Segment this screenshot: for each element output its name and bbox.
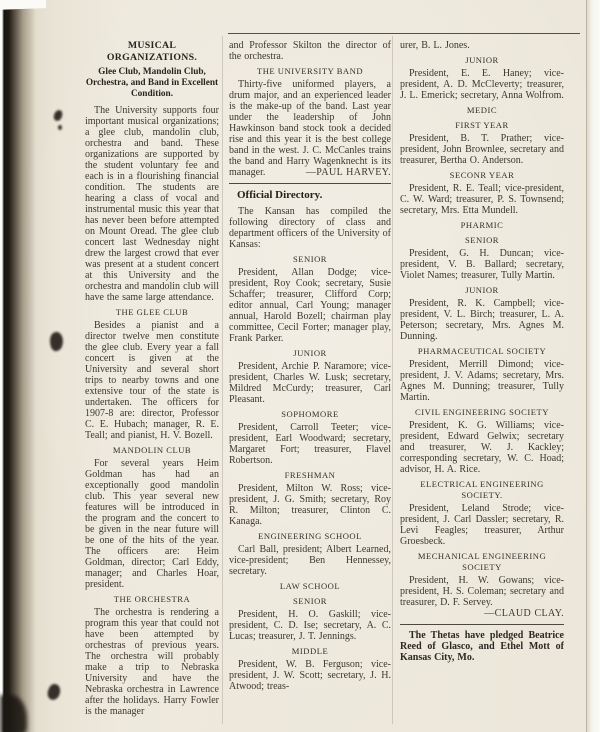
section-heading: [400, 105, 564, 116]
text-content: CIVIL ENGINEERING SOCIETY: [415, 407, 549, 417]
paragraph: [85, 320, 219, 441]
section-heading: [229, 470, 391, 481]
section-heading: [400, 407, 564, 418]
paragraph: [400, 503, 564, 547]
text-content: President, H. W. Gowans; vice-president, H. S. Coleman; secretary and treasurer, D. F. Servey.: [400, 575, 564, 608]
section-heading: [229, 646, 391, 657]
text-content: FRESHMAN: [284, 470, 336, 480]
paragraph: [229, 544, 391, 577]
paragraph: [229, 40, 391, 62]
paragraph: [400, 68, 564, 101]
text-content: MEDIC: [466, 105, 498, 115]
text-content: SENIOR: [292, 596, 328, 606]
text-content: SENIOR: [464, 235, 500, 245]
ink-blot: [58, 125, 62, 130]
text-content: President, R. K. Campbell; vice-president, V. L. Birch; treasurer, L. A. Peterson; secretary, Mrs. Agnes M. Dunning.: [400, 298, 564, 342]
text-content: LAW SCHOOL: [279, 581, 341, 591]
text-content: The Kansan has compiled the following directory of class and department officers of the University of Kansas:: [229, 206, 391, 250]
paragraph: [229, 79, 391, 178]
text-content: Thirty-five uniformed players, a drum major, and an experienced leader is the make-up of the band. Last year under the leadership of John Hawkinson band stock took a decided rise and this year it is the best college band in the west. J. C. McCanles trains the band and Harry Wagenknecht is its manager.: [229, 79, 391, 178]
paragraph: [400, 359, 564, 403]
text-content: SECONR YEAR: [449, 170, 515, 180]
text-content: PHARMIC: [460, 220, 504, 230]
paragraph: [229, 609, 391, 642]
section-heading: [229, 409, 391, 420]
text-content: ENGINEERING SCHOOL: [258, 531, 362, 541]
text-content: THE GLEE CLUB: [115, 307, 189, 317]
text-content: MECHANICAL ENGINEERING SOCIETY: [417, 551, 547, 572]
section-heading: [229, 531, 391, 542]
text-content: For several years Heim Goldman has had an exceptionally good mandolin club. This year several new features will be introduced in the program and the concert to be given in the near future will be one of the hits of the year. The officers are: Heim Goldman, director; Carl Eddy, manager; and Charles Hoar, president.: [85, 458, 219, 590]
text-content: President, Allan Dodge; vice-president, Roy Cook; secretary, Susie Schaffer; treasurer, Clifford Corp; editor annual, Carl Young; manager annual, Harold Bozell; chairman play committee, Cecil Forter; manager play, Frank Parker.: [229, 267, 391, 344]
column-1: [85, 40, 219, 724]
text-content: The orchestra is rendering a program this year that could not have been attempted by orchestras of previous years. The orchestra will probably make a trip to Nebraska University and have the Nebraska orchestra in Lawrence after the holidays. Harry Fowler is the manager: [85, 607, 219, 717]
text-content: Glee Club, Mandolin Club, Orchestra, and Band in Excellent Condition.: [85, 67, 219, 99]
paragraph: [400, 575, 564, 619]
page-edge-line: [586, 0, 587, 732]
text-content: FIRST YEAR: [455, 120, 509, 130]
text-content: President, W. B. Ferguson; vice-president, J. W. Scott; secretary, J. H. Atwood; treas-: [229, 659, 391, 692]
section-heading: [400, 220, 564, 231]
paragraph: [400, 248, 564, 281]
page-corner: [0, 0, 46, 10]
article-title: [85, 40, 219, 64]
text-content: SENIOR: [292, 254, 328, 264]
top-rule: [228, 33, 580, 34]
paragraph: [400, 40, 564, 51]
text-content: President, Archie P. Naramore; vice-president, Charles W. Lusk; secretary, Mildred McCurdy; treasurer, Carl Pleasant.: [229, 361, 391, 405]
section-heading: [229, 66, 391, 77]
ink-blot: [53, 109, 63, 121]
section-heading: [400, 55, 564, 66]
section-heading: [229, 254, 391, 265]
section-heading: [85, 594, 219, 605]
paragraph: [85, 458, 219, 590]
section-heading: [400, 479, 564, 501]
paragraph: [229, 361, 391, 405]
text-content: PHARMACEUTICAL SOCIETY: [417, 346, 547, 356]
text-content: JUNIOR: [465, 285, 499, 295]
directory-title: [229, 189, 391, 202]
section-heading: [400, 120, 564, 131]
text-content: President, Leland Strode; vice-president, J. Carl Dassler; secretary, R. Levi Feagles; treasurer, Arthur Groesbeck.: [400, 503, 564, 547]
paragraph: [229, 206, 391, 250]
columns-container: [85, 40, 579, 724]
text-content: President, Merrill Dimond; vice-president, J. V. Adams; secretary, Mrs. Agnes M. Dunning; treasurer, Tully Martin.: [400, 359, 564, 403]
section-heading: [85, 307, 219, 318]
text-content: MANDOLIN CLUB: [112, 445, 192, 455]
author-signature: —CLAUD CLAY.: [484, 608, 564, 619]
text-content: President, R. E. Teall; vice-president, C. W. Ward; treasurer, P. S. Townsend; secretary, Mrs. Etta Mundell.: [400, 183, 564, 216]
text-content: President, K. G. Williams; vice-president, Edward Gelwix; secretary and treasurer, W. J. Kackley; corresponding secretary, W. C. Hoad; advisor, H. A. Rice.: [400, 420, 564, 475]
binding-shadow: [0, 0, 36, 732]
text-content: Official Directory.: [237, 189, 323, 201]
text-content: President, Carroll Teeter; vice-president, Earl Woodward; secretary, Margaret Fort; treasurer, Flavel Robertson.: [229, 422, 391, 466]
section-heading: [229, 596, 391, 607]
text-content: President, E. E. Haney; vice-president, A. D. McCleverty; treasurer, J. L. Emerick; secretary, Anna Wolfrom.: [400, 68, 564, 101]
article-subtitle: [85, 67, 219, 100]
text-content: Besides a pianist and a director twelve men constitute the glee club. Every year a fall concert is given at the University and several short trips to nearby towns and one extensive tour of the state is undertaken. The officers for 1907-8 are: director, Professor C. E. Hubach; manager, R. E. Teall; and pianist, H. V. Bozell.: [85, 320, 219, 441]
paragraph: [400, 298, 564, 342]
divider-rule: [400, 624, 564, 625]
text-content: urer, B. L. Jones.: [400, 40, 470, 51]
paragraph: [400, 630, 564, 663]
paragraph: [85, 607, 219, 717]
text-content: The Thetas have pledged Beatrice Reed of Glasco, and Ethel Mott of Kansas City, Mo.: [400, 630, 564, 663]
text-content: JUNIOR: [293, 348, 327, 358]
ink-blot: [46, 682, 63, 701]
paragraph: [229, 422, 391, 466]
paragraph: [400, 183, 564, 216]
text-content: President, B. T. Prather; vice-president, John Brownlee, secretary and treasurer, Bertha O. Anderson.: [400, 133, 564, 166]
section-heading: [85, 445, 219, 456]
text-content: JUNIOR: [465, 55, 499, 65]
text-content: THE ORCHESTRA: [113, 594, 191, 604]
divider-rule: [229, 183, 391, 184]
paragraph: [229, 483, 391, 527]
text-content: The University supports four important musical organizations; a glee club, mandolin club, orchestra and band. These organizations are supported by the student voluntary fee and each is in a flourishing financial condition. The students are hearing a class of vocal and instrumental music this year that has never been before attempted on Mount Oread. The glee club concert last Wednesday night drew the largest crowd that ever was present at a student concert at this University and the orchestra and mandolin club will have the same large attendance.: [85, 105, 219, 303]
section-heading: [400, 170, 564, 181]
page-right-edge: [586, 0, 600, 732]
text-content: Carl Ball, president; Albert Learned, vice-president; Ben Hennessey, secretary.: [229, 544, 391, 577]
text-content: President, G. H. Duncan; vice-president, V. B. Ballard; secretary, Violet Names; treasurer, Tully Martin.: [400, 248, 564, 281]
author-signature: —PAUL HARVEY.: [305, 167, 391, 178]
paragraph: [400, 133, 564, 166]
paragraph: [229, 267, 391, 344]
section-heading: [400, 551, 564, 573]
text-content: THE UNIVERSITY BAND: [256, 66, 364, 76]
text-content: ELECTRICAL ENGINEERING SOCIETY.: [420, 479, 544, 500]
text-content: MUSICAL ORGANIZATIONS.: [106, 40, 198, 63]
text-content: President, H. O. Gaskill; vice-president, C. D. Ise; secretary, A. C. Lucas; treasurer, J. T. Jennings.: [229, 609, 391, 642]
text-content: and Professor Skilton the director of the orchestra.: [229, 40, 391, 62]
column-2: [229, 40, 391, 724]
text-content: President, Milton W. Ross; vice-president, J. G. Smith; secretary, Roy R. Milton; treasurer, Clinton C. Kanaga.: [229, 483, 391, 527]
paragraph: [229, 659, 391, 692]
section-heading: [400, 235, 564, 246]
section-heading: [400, 346, 564, 357]
section-heading: [229, 348, 391, 359]
text-content: MIDDLE: [291, 646, 329, 656]
paragraph: [400, 420, 564, 475]
text-content: SOPHOMORE: [281, 409, 339, 419]
section-heading: [229, 581, 391, 592]
column-3: [400, 40, 564, 724]
section-heading: [400, 285, 564, 296]
ink-blot: [49, 331, 65, 352]
paragraph: [85, 105, 219, 303]
